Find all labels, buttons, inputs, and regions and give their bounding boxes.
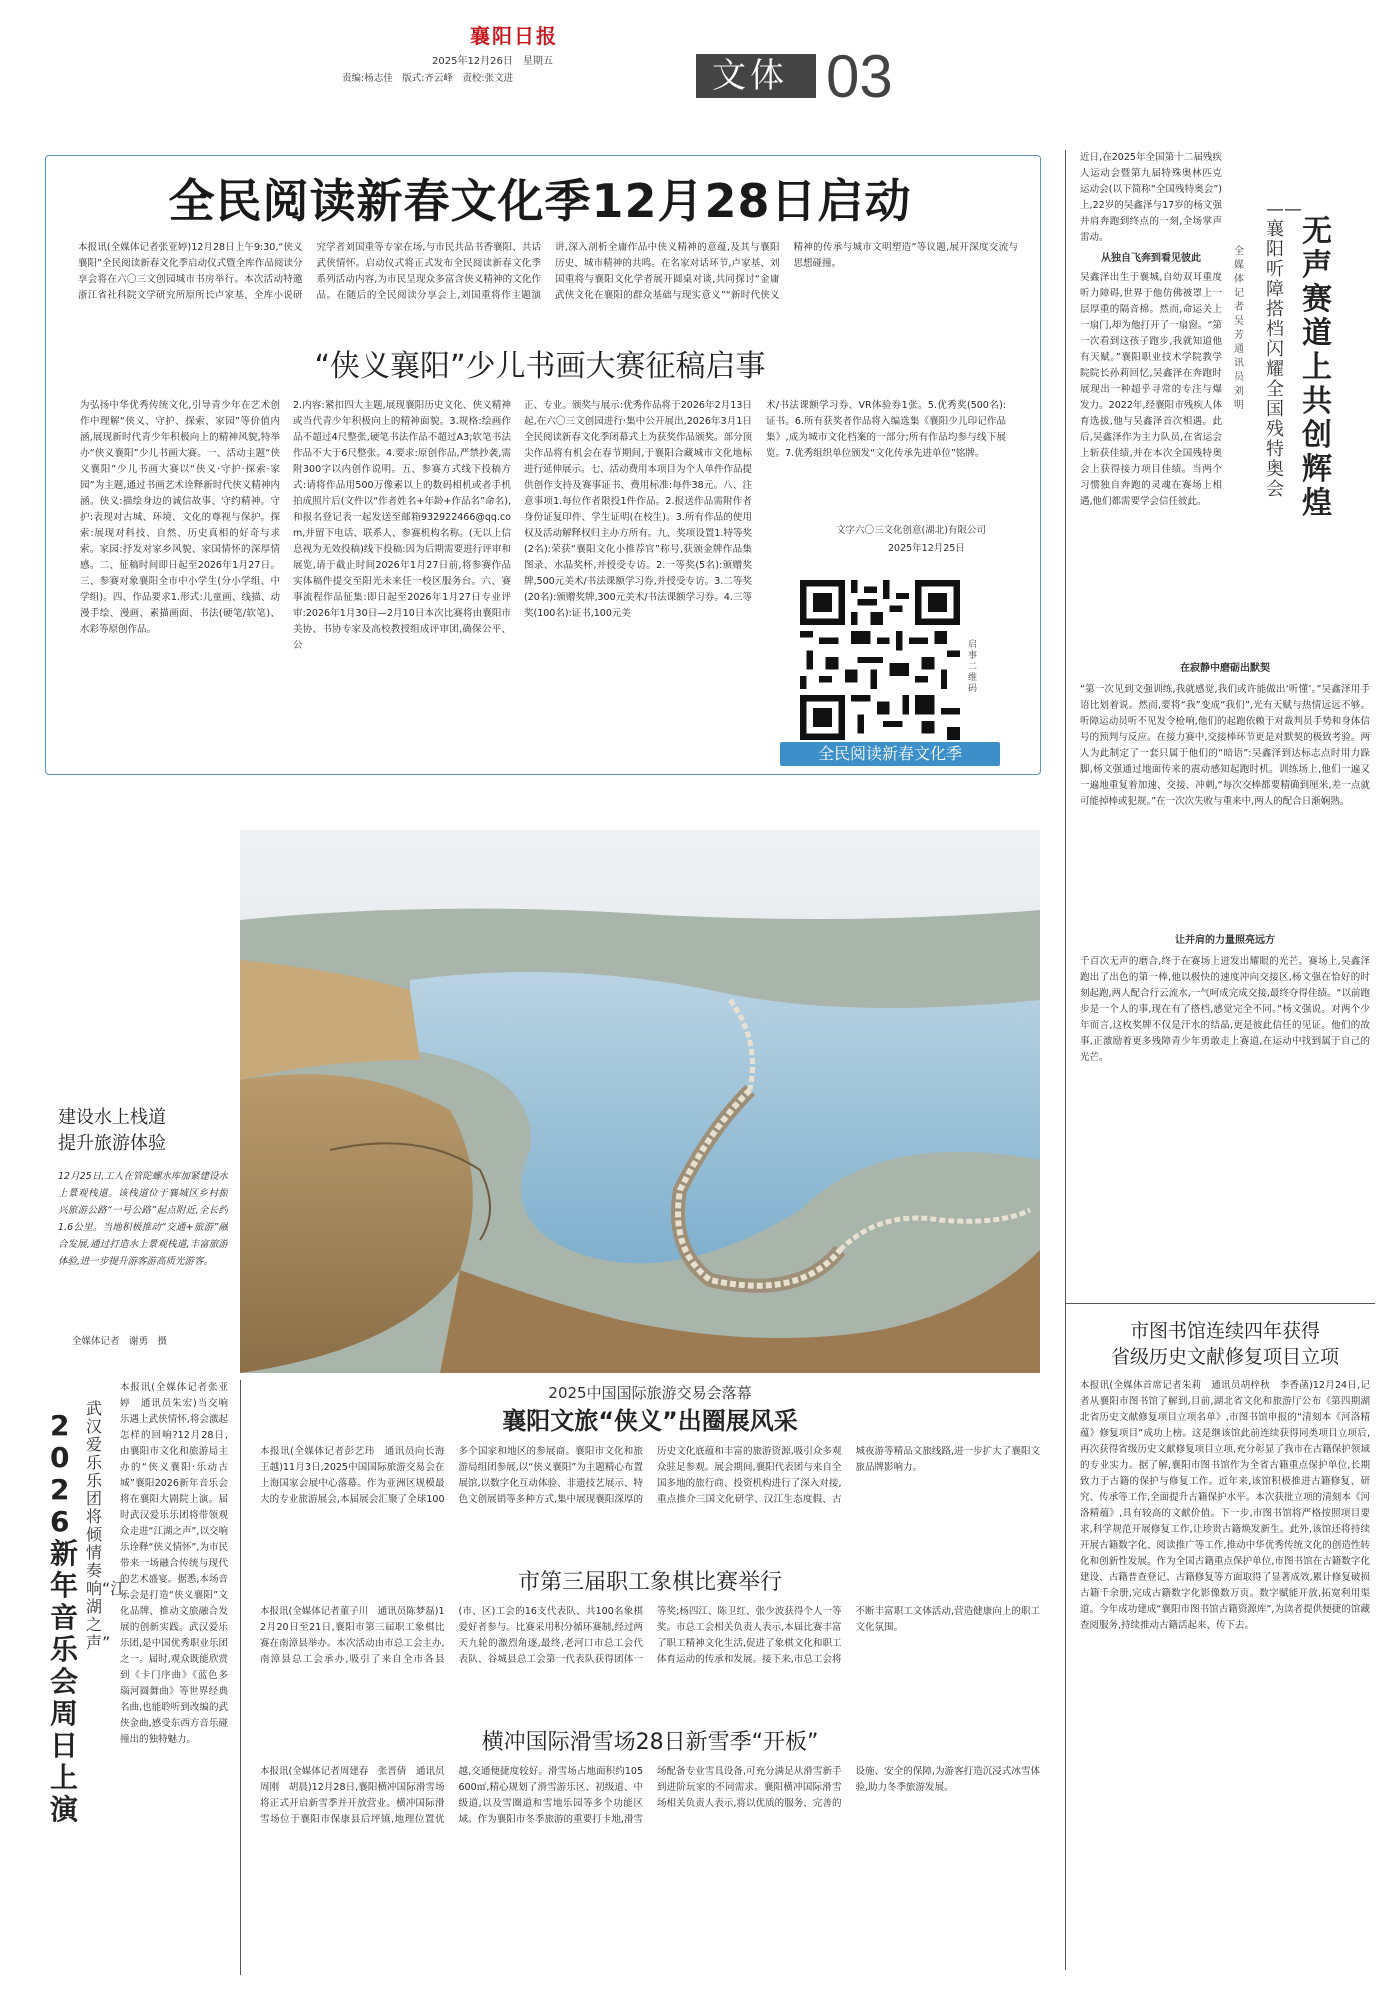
page-number: 03 (826, 43, 893, 110)
reservoir-photo (240, 830, 1040, 1373)
athlete-headline: 无声赛道上共创辉煌 (1302, 214, 1332, 521)
athlete-para-3: “第一次见到文强训练,我就感觉,我们或许能做出‘听懂’。”吴鑫泽用手语比划着说。然而,要将“我”变成“我们”,光有天赋与热情远远不够。听障运动员听不见发令枪响,他们的起跑依赖于对裁判员手势和身体信号的预判与反应。在接力赛中,交接棒环节更是对默契的极致考验。两人为此制定了一套只属于他们的“暗语”:吴鑫泽到达标志点时用力跺脚,杨文强通过地面传来的震动感知起跑时机。训练场上,他们一遍又一遍地重复着加速、交接、冲刺,“每次交棒都要精确到厘米,差一点就可能掉棒或犯规。”在一次次失败与重来中,两人的配合日渐娴熟。 (1080, 684, 1370, 807)
right-column-divider (1065, 1303, 1375, 1304)
ski-body: 本报讯(全媒体记者周建春 张晋倩 通讯员周刚 胡晨)12月28日,襄阳横冲国际滑雪场将正式开启新雪季并开放营业。横冲国际滑雪场位于襄阳市保康县后坪镇,地理位置优越,交通便捷度较好。滑雪场占地面积约105600㎡,精心规划了滑雪游乐区、初级道、中级道,以及雪圈道和雪地乐园等多个功能区域。作为襄阳市冬季旅游的重要打卡地,滑雪场配备专业雪具设备,可充分满足从滑雪新手到进阶玩家的不同需求。襄阳横冲国际滑雪场相关负责人表示,将以优质的服务、完善的设施、安全的保障,为游客打造沉浸式冰雪体验,助力冬季旅游发展。 (260, 1766, 1040, 1825)
contest-headline: “侠义襄阳”少儿书画大赛征稿启事 (314, 349, 766, 384)
tourism-headline: 襄阳文旅“侠义”出圈展风采 (502, 1407, 798, 1435)
contest-col-1: 为弘扬中华优秀传统文化,引导青少年在艺术创作中理解“侠义、守护、探索、家园”等价值内涵,展现新时代青少年积极向上的精神风貌,特举办“侠义襄阳”少儿书画大赛。一、活动主题“侠义襄阳”少儿书画大赛以“侠义·守护·探索·家园”为主题,通过书画艺术诠释新时代侠义精神内涵。侠义:描绘身边的诚信故事、守约精神。守护:表现对古城、环境、文化的尊视与保护。探索:展现对科技、自然、历史真相的好奇与求索。家园:抒发对家乡风貌、家国情怀的深厚情感。二、征稿时间即日起至2026年1月27日。三、参赛对象襄阳全市中小学生(分小学组、中学组)。四、作品要求1.形式:儿童画、线描、动漫手绘、漫画、素描画面、书法(硬笔/软笔)、水彩等原创作品。 (80, 400, 280, 635)
masthead-date: 2025年12月26日 星期五 (432, 56, 553, 67)
lead-body (78, 240, 1018, 332)
masthead-editors: 责编:杨志佳 版式:齐云峰 责校:张文进 (342, 73, 514, 84)
qr-code-graphic (800, 580, 960, 740)
library-body: 本报讯(全媒体首席记者朱莉 通讯员胡梓秋 李香菡)12月24日,记者从襄阳市图书馆了解到,目前,湖北省文化和旅游厅公布《第四期湖北省历史文献修复项目立项名单》,市图书馆申报的“清刻本《河洛精蕴》修复项目”成功上榜。这是继该馆此前连续获得同类项目立项后,再次获得省级历史文献修复项目立项,充分彰显了我市在古籍保护领域的专业实力。据了解,襄阳市图书馆作为全省古籍重点保护单位,长期致力于古籍的保护与修复工作。近年来,该馆积极推进古籍修复、研究、传承等工作,全面提升古籍保护水平。本次获批立项的清刻本《河洛精蕴》,具有较高的文献价值。下一步,市图书馆将严格按照项目要求,科学规范开展修复工作,让珍贵古籍焕发新生。此外,该馆还将持续开展古籍数字化、阅读推广等工作,推动中华优秀传统文化的创造性转化和创新性发展。作为全国古籍重点保护单位,市图书馆在古籍数字化建设、古籍普查登记、古籍修复等方面取得了显著成效,累计修复破损古籍千余册,完成古籍数字化影像数万页。数字赋能开放,拓宽利用渠道。今年成功建成“襄阳市图书馆古籍资源库”,为读者提供便捷的馆藏查阅服务,持续推动古籍活起来、传下去。 (1080, 1380, 1370, 1631)
photo-title-line-1: 建设水上栈道 (58, 1107, 166, 1128)
contest-col-3: 正、专业。颁奖与展示:优秀作品将于2026年2月13日起,在六〇三文创园进行·集中公开展出,2026年3月1日全民阅读新春文化季闭幕式上为获奖作品颁奖。部分顶尖作品将有机会在春节期间,于襄阳合藏城市文化地标进行延伸展示。七、活动费用本项目为个人单件作品提供创作支持及赛事证书、费用标准:每件38元。八、注意事项1.每位作者限投1件作品。2.报送作品需附作者身份证复印件、学生证明(在校生)。3.所有作品的使用权及活动解释权归主办方所有。九、奖项设置1.特等奖(2名):荣获“襄阳文化小推荐官”称号,获颁金牌作品集图录、水晶奖杯,并授受专访。2.一等奖(5名):颁赠奖牌,500元美术/书法课额学习券,并授受专访。3.二等奖(20名):颁赠奖牌,300元美术/书法课额学习券。4.三等奖(100名):证书,100元美 (524, 400, 752, 619)
contest-col-4: 术/书法课额学习券、VR体验券1张。5.优秀奖(500名):证书。6.所有获奖者作品将入编选集《襄阳少儿印记作品集》,成为城市文化档案的一部分;所有作品均参与线下展览。7.优秀组织单位颁发“文化传承先进单位”铭牌。 (766, 400, 1006, 459)
chess-headline: 市第三届职工象棋比赛举行 (517, 1570, 782, 1595)
lead-body-text: 本报讯(全媒体记者张亚婷)12月28日上午9:30,“侠义襄阳”全民阅读新春文化季启动仪式暨全库作品阅读分享会将在六〇三文创园城市书房举行。本次活动特邀浙江省社科院文学研究所原所长卢家基、全库小说研究学者刘国重等专家在场,与市民共品书香襄阳、共话武侠情怀。启动仪式将正式发布全民阅读新春文化季系列活动内容,为市民呈现众多富含侠义精神的文化作品。在随后的全民阅读分享会上,刘国重将作主题演讲,深入剖析全庸作品中侠义精神的意蕴,及其与襄阳历史、城市精神的共鸣。在名家对话环节,卢家基、刘国重将与襄阳文化学者展开圆桌对谈,共同探讨“金庸武侠文化在襄阳的群众基础与现实意义”“新时代侠义精神的传承与城市文明塑造”等议题,展开深度交流与思想碰撞。 (78, 242, 1018, 301)
reservoir-photo-graphic (240, 830, 1040, 1373)
athlete-byline: 全媒体记者 吴芳 通讯员 刘明 (1234, 246, 1254, 411)
concert-divider (240, 1380, 241, 1975)
library-headline (1080, 1318, 1370, 1370)
athlete-para-2: 吴鑫泽出生于襄城,自幼双耳重度听力障碍,世界于他仿佛被罩上一层厚重的隔音棉。然而,命运关上一扇门,却为他打开了一扇窗。“第一次看到这孩子跑步,我就知道他有天赋。”襄阳职业技术学院教学院院长孙莉回忆,吴鑫泽在奔跑时展现出一种超乎寻常的专注与爆发力。2022年,经襄阳市残疾人体育选拔,他与吴鑫泽首次相遇。此后,吴鑫泽作为主力队员,在省运会上斩获佳绩,并在本次全国残特奥会上获得接力项目佳绩。当两个习惯独自奔跑的灵魂在赛场上相遇,他们都需要学会信任彼此。 (1080, 272, 1222, 507)
athlete-subhead-1: 从独自飞奔到看见彼此 (1101, 253, 1201, 264)
contest-date: 2025年12月25日 (888, 543, 965, 554)
qr-caption: 启事二维码 (968, 640, 978, 694)
concert-subheadline: 武汉爱乐乐团将倾情奏响“江湖之声” (86, 1399, 127, 1652)
tourism-body: 本报讯(全媒体记者彭艺玮 通讯员向长海 王越)11月3日,2025中国国际旅游交易会在上海国家会展中心落幕。作为亚洲区规模最大的专业旅游展会,本届展会汇聚了全球100多个国家和地区的参展商。襄阳市文化和旅游局组团参展,以“侠义襄阳”为主题精心布置展馆,以数字化互动体验、非遗技艺展示、特色文创展销等多种方式,集中展现襄阳深厚的历史文化底蕴和丰富的旅游资源,吸引众多观众驻足参观。展会期间,襄阳代表团与来自全国多地的旅行商、投资机构进行了深入对接,重点推介三国文化研学、汉江生态度假、古城夜游等精品文旅线路,进一步扩大了襄阳文旅品牌影响力。 (260, 1446, 1040, 1505)
athlete-subhead-2: 在寂静中磨砺出默契 (1180, 663, 1270, 674)
ski-headline: 横冲国际滑雪场28日新雪季“开板” (481, 1730, 819, 1755)
right-column-vertical-rule (1065, 150, 1066, 1970)
chess-body: 本报讯(全媒体记者董子川 通讯员陈梦磊)12月20日至21日,襄阳市第三届职工象棋比赛在南漳县举办。本次活动由市总工会主办,南漳县总工会承办,吸引了来自全市各县(市、区)工会的16支代表队、共100名象棋爱好者参与。比赛采用积分循环赛制,经过两天九轮的激烈角逐,最终,老河口市总工会代表队、谷城县总工会第一代表队获得团体一等奖;杨四江、陈卫红、张少波获得个人一等奖。市总工会相关负责人表示,本届比赛丰富了职工精神文化生活,促进了象棋文化和职工体育运动的传承和发展。接下来,市总工会将不断丰富职工文体活动,营造健康向上的职工文化氛围。 (260, 1606, 1040, 1665)
library-headline-line-2: 省级历史文献修复项目立项 (1110, 1346, 1339, 1368)
reading-banner-text: 全民阅读新春文化季 (817, 744, 962, 763)
athlete-subheadline: ——襄阳听障搭档闪耀全国残特奥会 (1266, 199, 1302, 500)
concert-headline: 2026新年音乐会周日上演 (50, 1409, 79, 1826)
lead-headline: 全民阅读新春文化季12月28日启动 (168, 174, 912, 228)
photo-caption: 12月25日,工人在管陀螺水库加紧建设水上景观栈道。该栈道位于襄城区乡村振兴旅游公路“一号公路”起点附近,全长约1.6公里。当地积极推动“交通+旅游”融合发展,通过打造水上景观栈道,丰富旅游体验,进一步提升游客游高质光游客。 (58, 1171, 228, 1267)
library-headline-line-1: 市图书馆连续四年获得 (1129, 1320, 1320, 1342)
photo-title-line-2: 提升旅游体验 (58, 1133, 166, 1154)
section-label-box (696, 54, 816, 98)
section-label: 文体 (712, 56, 788, 96)
qr-code[interactable] (800, 580, 960, 740)
contest-col-2: 2.内容:紧扣四大主题,展现襄阳历史文化、侠义精神或当代青少年积极向上的精神面貌。3.规格:绘画作品不超过4尺整张,硬笔书法作品不超过A3;软笔书法作品不大于6尺整张。4.要求:原创作品,严禁抄袭,需附300字以内创作说明。五、参赛方式线下投稿方式:请将作品用500万像素以上的数码相机或者手机拍成照片后(文件以“作者姓名+年龄+作品名”命名),和报名登记表一起发送至邮箱932922466@qq.com,并留下电话、联系人、参赛机构名称。(无以上信息视为无效投稿)线下投稿:因为后期需要进行评审和展览,请于截止时间2026年1月27日前,将参赛作品实体稿件提交至阳光未来任一校区服务台。六、赛事流程作品征集:即日起至2026年1月27日专业评审:2026年1月30日—2月10日本次比赛将由襄阳市美协、书协专家及高校教授组成评审团,确保公平、公 (293, 400, 511, 651)
photo-title (58, 1105, 228, 1157)
athlete-para-4: 千百次无声的磨合,终于在赛场上迸发出耀眼的光芒。赛场上,吴鑫泽跑出了出色的第一棒,他以极快的速度冲向交接区,杨文强在恰好的时刻起跑,两人配合行云流水,一气呵成完成交接,最终夺得佳绩。“以前跑步是一个人的事,现在有了搭档,感觉完全不同。”杨文强说。对两个少年而言,这枚奖牌不仅是汗水的结晶,更是彼此信任的见证。他们的故事,正激励着更多残障青少年勇敢走上赛道,在运动中找到属于自己的光芒。 (1080, 956, 1370, 1063)
athlete-intro: 近日,在2025年全国第十二届残疾人运动会暨第九届特殊奥林匹克运动会(以下简称“全国残特奥会”)上,22岁的吴鑫泽与17岁的杨文强并肩奔跑到终点的一刻,全场掌声雷动。 (1080, 152, 1222, 243)
concert-body: 本报讯(全媒体记者张亚婷 通讯员朱宏)当交响乐遇上武侠情怀,将会激起怎样的回响?12月28日,由襄阳市文化和旅游局主办的“侠义襄阳·乐动古城”襄阳2026新年音乐会将在襄阳大剧院上演。届时武汉爱乐乐团将带领观众走进“江湖之声”,以交响乐诠释“侠义情怀”,为市民带来一场融合传统与现代的艺术盛宴。据悉,本场音乐会是打造“侠义襄阳”文化品牌、推动文旅融合发展的创新实践。武汉爱乐乐团,是中国优秀职业乐团之一。届时,观众既能欣赏到《卡门序曲》《蓝色多瑙河圆舞曲》等世界经典名曲,也能聆听到改编的武侠金曲,感受东西方音乐碰撞出的独特魅力。 (120, 1382, 228, 1745)
tourism-kicker: 2025中国国际旅游交易会落幕 (548, 1384, 752, 1402)
athlete-subhead-3: 让并肩的力量照亮远方 (1175, 935, 1275, 946)
photo-credit: 全媒体记者 谢勇 摄 (72, 1336, 168, 1347)
reading-banner (780, 742, 1000, 766)
contest-sponsor: 文字六〇三文化创意(湖北)有限公司 (836, 525, 986, 536)
newspaper-logo: 襄阳日报 (470, 24, 558, 48)
